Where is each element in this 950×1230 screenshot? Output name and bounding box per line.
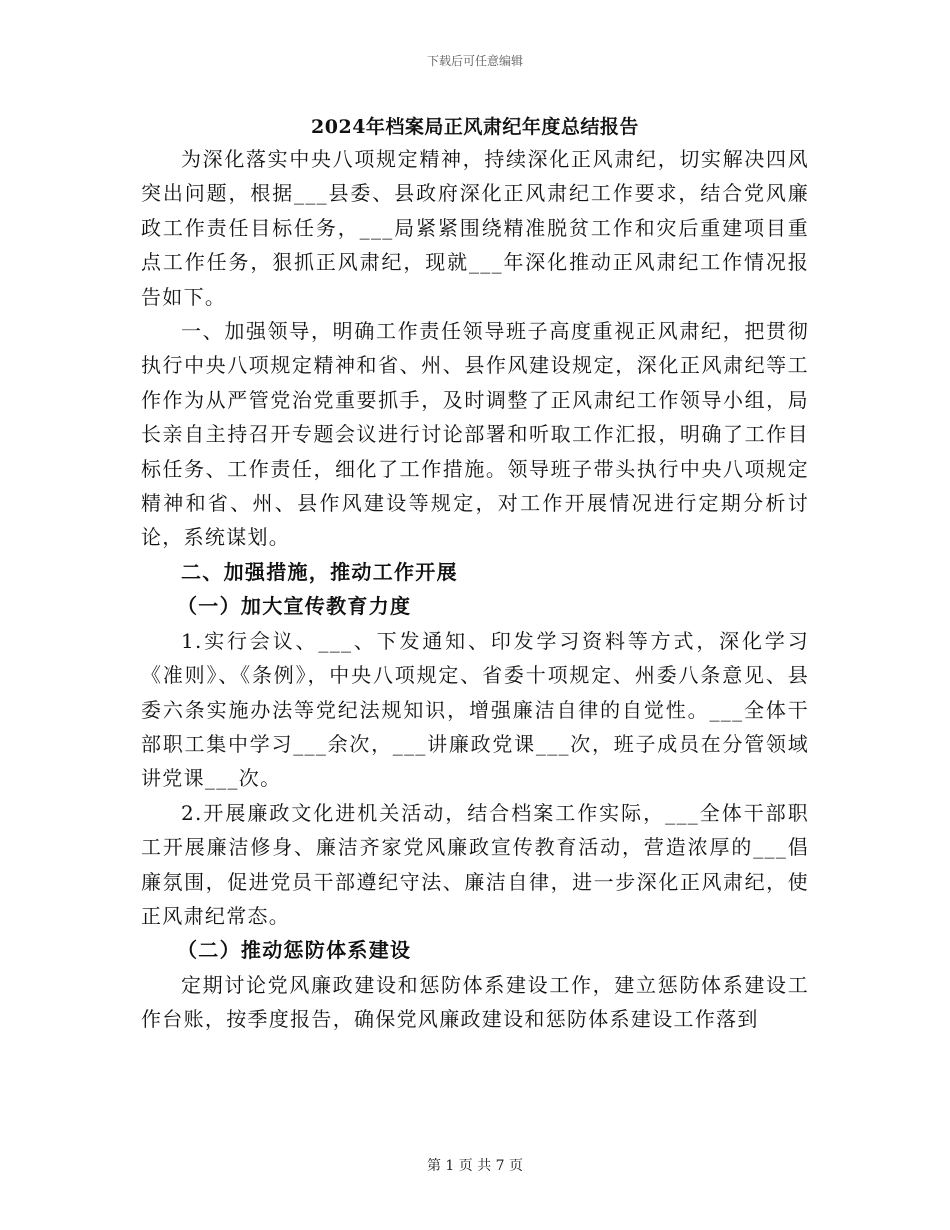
document-title: 2024年档案局正风肃纪年度总结报告: [311, 116, 639, 138]
paragraph-section-1: 一、加强领导，明确工作责任领导班子高度重视正风肃纪，把贯彻执行中央八项规定精神和省、州、县作风建设规定，深化正风肃纪等工作作为从严管党治党重要抓手，及时调整了正风肃纪工作领导小组，局长亲自主持召开专题会议进行讨论部署和听取工作汇报，明确了工作目标任务、工作责任，细化了工作措施。领导班子带头执行中央八项规定精神和省、州、县作风建设等规定，对工作开展情况进行定期分析讨论，系统谋划。: [141, 319, 809, 550]
subheading-2-1: （一）加大宣传教育力度: [177, 594, 412, 619]
paragraph-item-2: 2.开展廉政文化进机关活动，结合档案工作实际，___全体干部职工开展廉洁修身、廉洁齐家党风廉政宣传教育活动，营造浓厚的___倡廉氛围，促进党员干部遵纪守法、廉洁自律，进一步深化正风肃纪，使正风肃纪常态。: [141, 800, 809, 928]
page-header-note: 下载后可任意编辑: [426, 54, 523, 68]
paragraph-2-2-body: 定期讨论党风廉政建设和惩防体系建设工作，建立惩防体系建设工作台账，按季度报告，确保党风廉政建设和惩防体系建设工作落到: [141, 972, 809, 1032]
page-number-footer: 第 1 页 共 7 页: [426, 1158, 524, 1174]
paragraph-intro: 为深化落实中央八项规定精神，持续深化正风肃纪，切实解决四风突出问题，根据___县委、县政府深化正风肃纪工作要求，结合党风廉政工作责任目标任务，___局紧紧围绕精准脱贫工作和灾后重建项目重点工作任务，狠抓正风肃纪，现就___年深化推动正风肃纪工作情况报告如下。: [141, 147, 809, 309]
subheading-2-2: （二）推动惩防体系建设: [177, 938, 412, 963]
paragraph-item-1: 1.实行会议、___、下发通知、印发学习资料等方式，深化学习《准则》、《条例》，中央八项规定、省委十项规定、州委八条意见、县委六条实施办法等党纪法规知识，增强廉洁自律的自觉性。___全体干部职工集中学习___余次，___讲廉政党课___次，班子成员在分管领域讲党课___次。: [141, 628, 809, 791]
document-body: [141, 142, 809, 1037]
heading-section-2: 二、加强措施，推动工作开展: [181, 559, 458, 584]
